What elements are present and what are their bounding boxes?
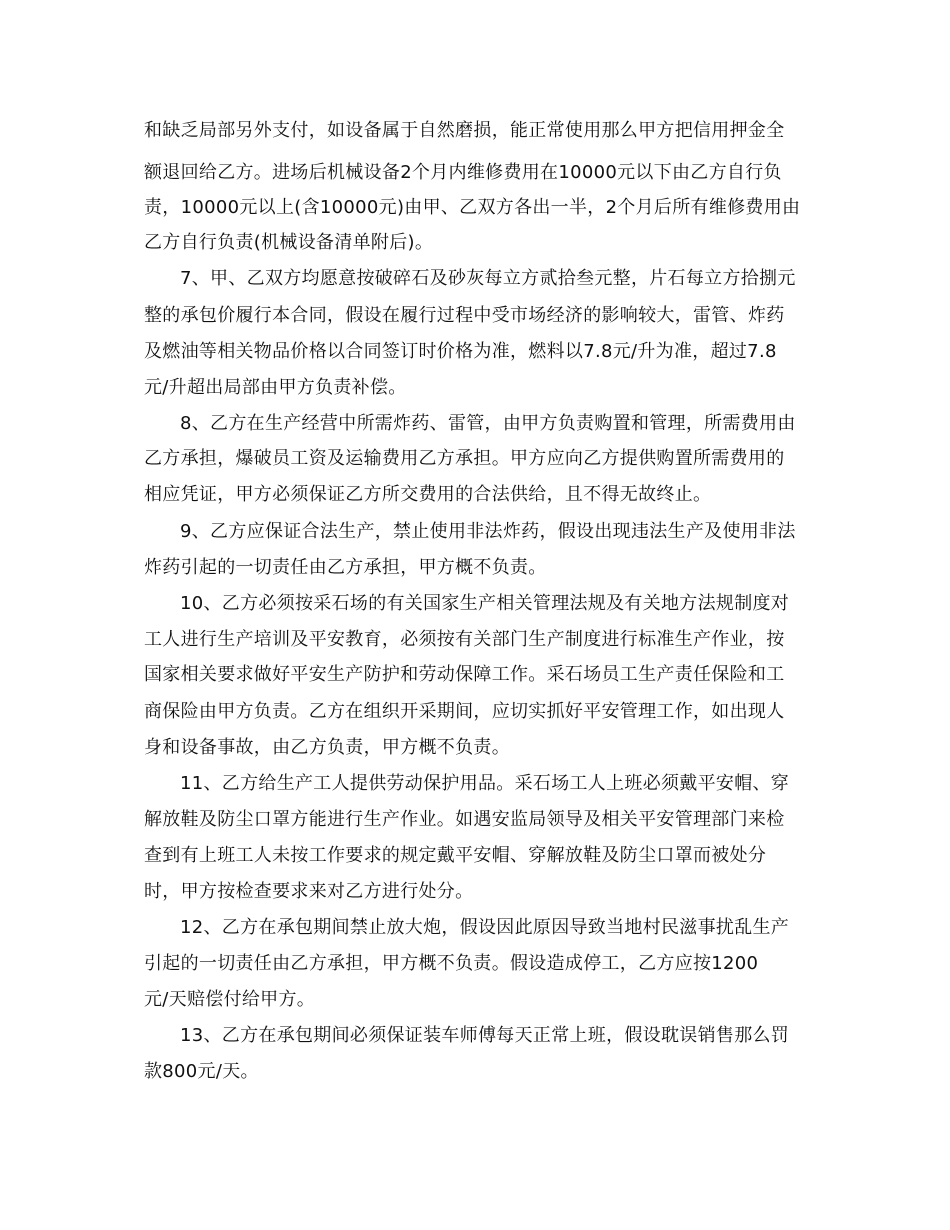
- text-line: 和缺乏局部另外支付，如设备属于自然磨损，能正常使用那么甲方把信用押金全: [144, 120, 785, 141]
- text-line: 工人进行生产培训及平安教育，必须按有关部门生产制度进行标准生产作业，按: [144, 629, 785, 650]
- paragraph-7-start: 7、甲、乙双方均愿意按破碎石及砂灰每立方贰拾叁元整，片石每立方拾捌元: [180, 268, 796, 289]
- text-line: 商保险由甲方负责。乙方在组织开采期间，应切实抓好平安管理工作，如出现人: [144, 701, 785, 722]
- text-line: 身和设备事故，由乙方负责，甲方概不负责。: [144, 737, 510, 758]
- paragraph-11-start: 11、乙方给生产工人提供劳动保护用品。采石场工人上班必须戴平安帽、穿: [180, 773, 790, 794]
- paragraph-13-start: 13、乙方在承包期间必须保证装车师傅每天正常上班，假设耽误销售那么罚: [180, 1025, 790, 1046]
- text-line: 及燃油等相关物品价格以合同签订时价格为准，燃料以7.8元/升为准，超过7.8: [144, 341, 777, 362]
- text-line: 乙方自行负责(机械设备清单附后)。: [144, 232, 434, 253]
- text-line: 炸药引起的一切责任由乙方承担，甲方概不负责。: [144, 557, 547, 578]
- text-line: 引起的一切责任由乙方承担，甲方概不负责。假设造成停工，乙方应按1200: [144, 953, 759, 974]
- text-line: 相应凭证，甲方必须保证乙方所交费用的合法供给，且不得无故终止。: [144, 484, 712, 505]
- text-line: 元/天赔偿付给甲方。: [144, 989, 316, 1010]
- text-line: 额退回给乙方。进场后机械设备2个月内维修费用在10000元以下由乙方自行负: [144, 162, 782, 183]
- text-line: 时，甲方按检查要求来对乙方进行处分。: [144, 881, 474, 902]
- text-line: 解放鞋及防尘口罩方能进行生产作业。如遇安监局领导及相关平安管理部门来检: [144, 809, 785, 830]
- text-line: 款800元/天。: [144, 1061, 259, 1082]
- text-line: 乙方承担，爆破员工资及运输费用乙方承担。甲方应向乙方提供购置所需费用的: [144, 448, 785, 469]
- text-line: 国家相关要求做好平安生产防护和劳动保障工作。采石场员工生产责任保险和工: [144, 664, 785, 685]
- text-line: 整的承包价履行本合同，假设在履行过程中受市场经济的影响较大，雷管、炸药: [144, 305, 785, 326]
- text-line: 责，10000元以上(含10000元)由甲、乙双方各出一半，2个月后所有维修费用由: [144, 197, 801, 218]
- paragraph-10-start: 10、乙方必须按采石场的有关国家生产相关管理法规及有关地方法规制度对: [180, 593, 790, 614]
- paragraph-9-start: 9、乙方应保证合法生产，禁止使用非法炸药，假设出现违法生产及使用非法: [180, 521, 796, 542]
- text-line: 查到有上班工人未按工作要求的规定戴平安帽、穿解放鞋及防尘口罩而被处分: [144, 845, 767, 866]
- text-line: 元/升超出局部由甲方负责补偿。: [144, 377, 407, 398]
- paragraph-12-start: 12、乙方在承包期间禁止放大炮，假设因此原因导致当地村民滋事扰乱生产: [180, 917, 790, 938]
- paragraph-8-start: 8、乙方在生产经营中所需炸药、雷管，由甲方负责购置和管理，所需费用由: [180, 413, 796, 434]
